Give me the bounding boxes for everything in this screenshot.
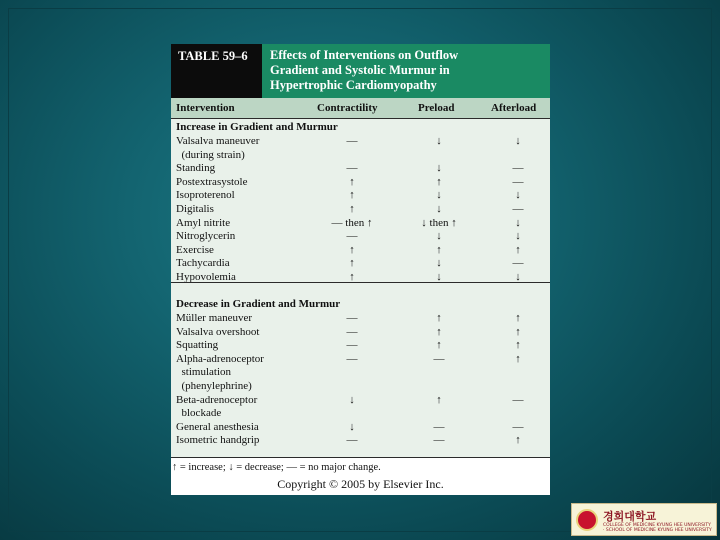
intervention-cell: blockade [176, 407, 222, 420]
table-row [171, 162, 550, 176]
table-row [171, 366, 550, 380]
table-row [171, 217, 550, 231]
intervention-cell: Valsalva overshoot [176, 325, 260, 338]
preload-cell: — [433, 352, 445, 365]
contractility-cell: — [346, 230, 358, 243]
afterload-cell: ↑ [515, 243, 521, 256]
contractility-cell: — [346, 135, 358, 147]
intervention-cell: Postextrasystole [176, 175, 248, 188]
table-row [171, 176, 550, 190]
table-row [171, 257, 550, 271]
preload-cell: ↑ [436, 339, 442, 352]
section-title: Increase in Gradient and Murmur [176, 121, 338, 133]
table-number: TABLE 59–6 [171, 44, 262, 98]
table-row [171, 434, 550, 448]
preload-cell: ↓ [436, 257, 442, 270]
table-row [171, 203, 550, 217]
contractility-cell: — then ↑ [331, 216, 373, 229]
preload-cell: ↓ [436, 271, 442, 283]
preload-cell: ↓ [436, 189, 442, 202]
afterload-cell: — [512, 257, 524, 270]
afterload-cell: — [512, 203, 524, 215]
contractility-cell: ↑ [349, 257, 355, 270]
contractility-cell: ↑ [349, 189, 355, 202]
afterload-cell: — [512, 162, 524, 175]
afterload-cell: — [512, 175, 524, 188]
university-name: 경희대학교 [603, 510, 657, 523]
intervention-cell: Isoproterenol [176, 189, 235, 202]
preload-cell: ↑ [436, 393, 442, 406]
table-body [171, 98, 550, 458]
afterload-cell: ↓ [515, 271, 521, 283]
contractility-cell: ↑ [349, 243, 355, 256]
table-header [171, 44, 550, 98]
preload-cell: ↑ [436, 175, 442, 188]
intervention-cell: General anesthesia [176, 420, 259, 433]
intervention-cell: stimulation [176, 366, 231, 379]
table-row [171, 149, 550, 163]
preload-cell: ↓ then ↑ [421, 216, 457, 229]
intervention-cell: Isometric handgrip [176, 434, 260, 447]
section-title: Decrease in Gradient and Murmur [176, 298, 341, 310]
column-header-contractility: Contractility [317, 102, 378, 114]
column-header-intervention: Intervention [176, 102, 235, 114]
intervention-cell: Alpha-adrenoceptor [176, 352, 264, 365]
table-row [171, 421, 550, 435]
afterload-cell: ↓ [515, 216, 521, 229]
afterload-cell: ↑ [515, 312, 521, 324]
university-seal-icon [576, 509, 598, 531]
afterload-cell: ↑ [515, 434, 521, 447]
preload-cell: — [433, 434, 445, 447]
column-header-preload: Preload [418, 102, 455, 114]
intervention-cell: Müller maneuver [176, 312, 253, 324]
copyright-text: Copyright © 2005 by Elsevier Inc. [171, 477, 550, 495]
contractility-cell: — [346, 162, 358, 175]
table-slide [171, 44, 550, 495]
column-header-row [171, 98, 550, 119]
intervention-cell: Tachycardia [176, 257, 230, 270]
table-row [171, 407, 550, 421]
preload-cell: ↓ [436, 203, 442, 215]
section-divider [171, 282, 550, 283]
intervention-cell: Valsalva maneuver [176, 135, 260, 147]
table-footnote: ↑ = increase; ↓ = decrease; — = no major change. [171, 458, 550, 477]
contractility-cell: — [346, 352, 358, 365]
intervention-cell: Nitroglycerin [176, 230, 236, 243]
intervention-cell: Digitalis [176, 203, 214, 215]
afterload-cell: ↑ [515, 352, 521, 365]
table-row [171, 312, 550, 326]
column-header-afterload: Afterload [491, 102, 537, 114]
afterload-cell: — [512, 393, 524, 406]
contractility-cell: ↑ [349, 175, 355, 188]
preload-cell: ↑ [436, 243, 442, 256]
preload-cell: ↑ [436, 325, 442, 338]
table-row [171, 230, 550, 244]
intervention-cell: Squatting [176, 339, 219, 352]
university-subtext: COLLEGE OF MEDICINE KYUNG HEE UNIVERSITY · SCHOOL OF MEDICINE KYUNG HEE UNIVERSITY [603, 523, 712, 533]
afterload-cell: ↓ [515, 230, 521, 243]
contractility-cell: — [346, 339, 358, 352]
table-row [171, 189, 550, 203]
preload-cell: ↓ [436, 230, 442, 243]
preload-cell: ↑ [436, 312, 442, 324]
table-row [171, 353, 550, 367]
contractility-cell: ↑ [349, 271, 355, 283]
afterload-cell: ↑ [515, 325, 521, 338]
intervention-cell: Hypovolemia [176, 271, 236, 283]
contractility-cell: ↑ [349, 203, 355, 215]
table-row [171, 135, 550, 149]
preload-cell: ↓ [436, 162, 442, 175]
table-row [171, 394, 550, 408]
intervention-cell: (during strain) [176, 148, 245, 161]
table-row [171, 339, 550, 353]
university-logo [571, 503, 717, 536]
intervention-cell: (phenylephrine) [176, 380, 252, 392]
contractility-cell: — [346, 325, 358, 338]
table-title: Effects of Interventions on Outflow Gradient and Systolic Murmur in Hypertrophic Cardiomyopathy [270, 48, 459, 92]
table-row [171, 244, 550, 258]
intervention-cell: Beta-adrenoceptor [176, 393, 258, 406]
contractility-cell: ↓ [349, 393, 355, 406]
table-row [171, 380, 550, 394]
intervention-cell: Amyl nitrite [176, 216, 231, 229]
contractility-cell: ↓ [349, 420, 355, 433]
contractility-cell: — [346, 312, 358, 324]
intervention-cell: Exercise [176, 243, 214, 256]
afterload-cell: — [512, 420, 524, 433]
table-row [171, 326, 550, 340]
afterload-cell: ↑ [515, 339, 521, 352]
afterload-cell: ↓ [515, 189, 521, 202]
intervention-cell: Standing [176, 162, 216, 175]
preload-cell: — [433, 420, 445, 433]
preload-cell: ↓ [436, 135, 442, 147]
afterload-cell: ↓ [515, 135, 521, 147]
contractility-cell: — [346, 434, 358, 447]
